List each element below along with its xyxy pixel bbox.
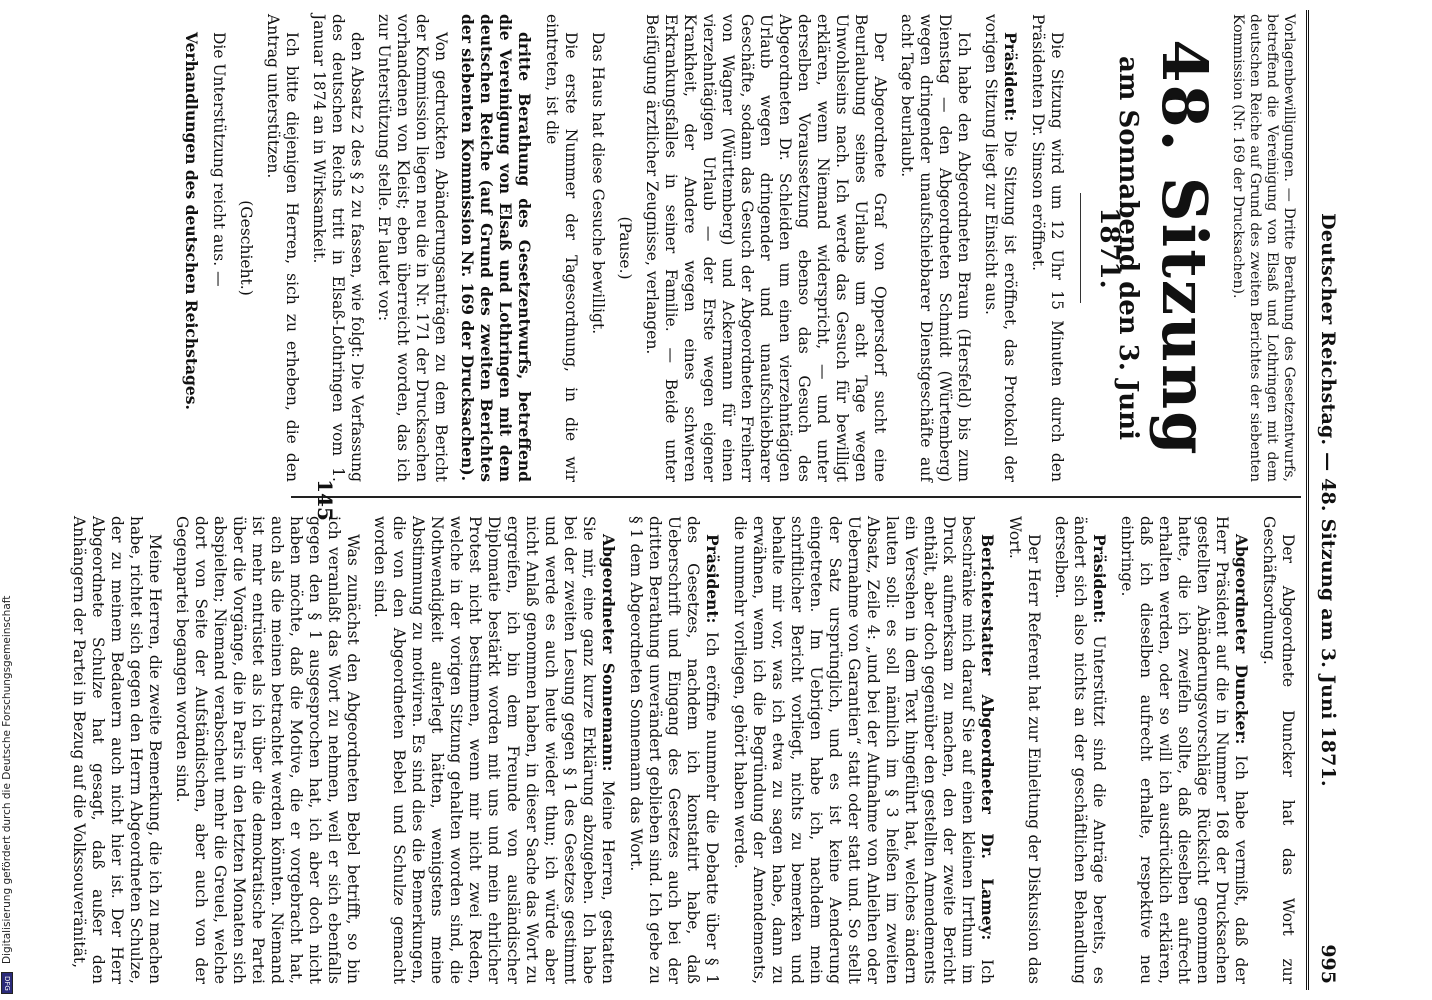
paragraph-text: Die Sitzung ist eröffnet, das Protokoll der vorigen Sitzung liegt zur Einsicht aus.	[982, 14, 1019, 482]
page-number: 995	[1317, 944, 1339, 984]
speaker-label: Präsident:	[1001, 32, 1020, 122]
digitization-credit: Digitalisierung gefördert durch die Deutsche Forschungsgemeinschaft	[1, 595, 13, 964]
president-paragraph-2	[626, 516, 722, 984]
speaker-label: Abgeordneter Sonnemann:	[599, 534, 618, 772]
sonnemann-paragraph	[370, 516, 618, 984]
sonnemann-paragraph-3: Meine Herren, die zweite Bemerkung, die ich zu machen habe, richtet sich gegen den Herrn Abgeordneten Schulze, der zu meinem Bedauern auch nicht hier ist. Der Herr Abgeordnete Schulze hat gesagt, daß außer den Anhängern der Partei in Bezug auf die Volkssouveränität,	[70, 516, 164, 984]
speaker-label: Berichterstatter Abgeordneter Dr. Lamey:	[978, 534, 997, 941]
running-head: Deutscher Reichstag. — 48. Sitzung am 3. Juni 1871.	[1317, 213, 1339, 787]
agenda-intro: Die erste Nummer der Tagesordnung, in die wir eintreten, ist die	[543, 14, 580, 482]
applause-note: (Geschieht.)	[237, 200, 255, 296]
paragraph-text: Unterstützt sind die Anträge bereits, es ändert sich also nichts an der geschäftlichen Behandlung derselben.	[1052, 516, 1108, 984]
agenda-item: dritte Berathung des Gesetzentwurfs, betreffend die Vereinigung von Elsaß und Lothringen mit dem deutschen Reiche (auf Grund des zweiten Berichtes der siebenten Kommission Nr. 169 der Drucksachen).	[458, 14, 534, 482]
session-title: 48. Sitzung	[1148, 39, 1221, 457]
paragraph-text: Ich habe vermißt, daß der Herr Präsident auf die in Nummer 168 der Drucksachen gestellten Abänderungsvorschläge Rücksicht genommen hatte, die ich zweifeln sollte, daß dieselben aufrecht erhalten werden, oder so will ich ausdrücklich erklären, daß ich dieselben aufrecht erhalte, respektive neu einbringe.	[1118, 516, 1250, 984]
sheet-number: 145	[313, 479, 337, 521]
president-paragraph-3: Der Abgeordnete Graf von Oppersdorf sucht eine Beurlaubung seines Urlaubs um acht Tage wegen Unwohlseins nach. Ich werde das Gesuch für bewilligt erklären, wenn Niemand widerspricht, — und unter derselben Voraussetzung ebenso das Gesuch des Abgeordneten Dr. Schleiden um einen vierzehntägigen Urlaub wegen dringender und unaufschiebbarer Geschäfte, sodann das Gesuch der Abgeordneten Freiherr von Wagner (Württemberg) und Ackermann für einen vierzehntägigen Urlaub — der Erste wegen eigener Krankheit, der Andere wegen eines schweren Erkrankungsfalles in seiner Familie. — Beide unter Beifügung ärztlicher Zeugnisse, verlangen.	[643, 14, 889, 482]
president-paragraph-1	[981, 14, 1020, 482]
pause-note: (Pause.)	[616, 216, 634, 280]
duncker-paragraph	[1117, 516, 1251, 984]
referent-paragraph: Der Herr Referent hat zur Einleitung der Diskussion das Wort.	[1006, 516, 1043, 984]
left-column	[174, 14, 1297, 482]
sonnemann-paragraph-2: Was zunächst den Abgeordneten Bebel betrifft, so bin ich veranlaßt das Wort zu nehmen, weil er sich ebenfalls gegen den § 1 ausgesprochen hat, ich aber doch nicht haben möchte, daß die Motive, die er vorgebracht hat, auch als die meinen betrachtet werden könnten. Niemand ist mehr entrüstet als ich über die demokratische Partei über die Vorgänge, die in Paris in den letzten Monaten sich abspielten; Niemand verabscheut mehr die Greuel, welche dort von Seite der Aufständischen, aber auch von der Gegenpartei begangen worden sind.	[173, 516, 362, 984]
support-result: Die Unterstützung reicht aus. —	[210, 32, 228, 287]
page-header	[1306, 10, 1345, 990]
speaker-label: Präsident:	[703, 534, 722, 624]
agenda-close: Der Abgeordnete Duncker hat das Wort zur Geschäftsordnung.	[1260, 516, 1297, 984]
column-divider	[291, 496, 1301, 498]
lamey-paragraph	[730, 516, 997, 984]
session-date: am Sonnabend den 3. Juni 1871.	[1094, 56, 1143, 440]
digitization-strip	[0, 0, 14, 1000]
speaker-label: Präsident:	[1090, 534, 1109, 624]
support-request: Ich bitte diejenigen Herren, sich zu erheben, die den Antrag unterstützen.	[264, 14, 301, 482]
house-approved: Das Haus hat diese Gesuche bewilligt.	[589, 32, 607, 335]
paragraph-text: Meine Herren, gestatten Sie mir, eine ganz kurze Erklärung abzugeben. Ich habe bei der zweiten Lesung gegen § 1 des Gesetzes gestimmt und werde es auch heute wieder thun; ich würde aber nicht Anlaß genommen haben, in dieser Sache das Wort zu ergreifen, ich bin dem Freunde von ausländischer Diplomatie bestärkt worden mit uns und mein ehrlicher Protest nicht bestimmen, wenn mir nicht zwei Reden, welche in der vorigen Sitzung gehalten worden sind, die Nothwendigkeit auferlegt hätten, wenigstens meine Abstimmung zu motiviren. Es sind dies die Bemerkungen, die von den Abgeordneten Bebel und Schulze gemacht worden sind.	[371, 516, 617, 984]
dfg-logo-icon: DFG	[1, 972, 13, 994]
section-rule	[1080, 193, 1081, 303]
president-paragraph-2: Ich habe den Abgeordneten Braun (Hersfeld) bis zum Dienstag — den Abgeordneten Schmidt (Würtemberg) wegen dringender unaufschiebbarer Dienstgeschäfte auf acht Tage beurlaubt.	[898, 14, 973, 482]
closing-fragment: Verhandlungen des deutschen Reichstages.	[182, 32, 201, 410]
opening-paragraph: Die Sitzung wird um 12 Uhr 15 Minuten durch den Präsidenten Dr. Simson eröffnet.	[1029, 14, 1066, 482]
right-column	[61, 516, 1297, 984]
intro-fragment: Vorlagenbewilligungen. — Dritte Berathung des Gesetzentwurfs, betreffend die Vereinigung von Elsaß und Lothringen mit dem deutschen Reiche auf Grund des zweiten Berichtes der siebenten Kommission (Nr. 169 der Drucksachen).	[1230, 14, 1297, 482]
amendment-text: den Absatz 2 des § 2 zu fassen, wie folgt: Die Verfassung des deutschen Reichs tritt in Elsaß-Lothringen vom 1. Januar 1874 an in Wirksamkeit.	[310, 14, 366, 482]
paragraph-text: Ich eröffne nunmehr die Debatte über § 1 des Gesetzes, nachdem ich konstatirt habe, daß Ueberschrift und Eingang des Gesetzes auch bei der dritten Berathung unverändert geblieben sind. Ich gebe zu § 1 dem Abgeordneten Sonnemann das Wort.	[627, 516, 721, 984]
president-paragraph	[1051, 516, 1109, 984]
rotated-newspaper-page	[45, 10, 1345, 990]
speaker-label: Abgeordneter Duncker:	[1232, 534, 1251, 745]
amendments-paragraph: Von gedruckten Abänderungsanträgen zu dem Bericht der Kommission liegen neu die in Nr. 171 der Drucksachen vorhandenen von Kleist; eben überreicht worden, das ich zur Unterstützung stelle. Er lautet vor:	[375, 14, 450, 482]
paragraph-text: Ich beschränke mich darauf Sie auf einen kleinen Irrthum im Druck aufmerksam zu machen, den der zweite Bericht enthält, aber doch gegenüber den gestellten Amendements ein Versehen in dem Text hingeführt hat, welches ändern lauten soll: es soll nämlich im § 3 heißen im zweiten Absatz, Zeile 4: „und bei der Aufnahme von Anleihen oder Uebernahme von Garantien“ statt oder statt und. So stellt der Satz ursprünglich, und es ist keine Aenderung eingetreten. Im Uebrigen habe ich, nachdem mein schriftlicher Bericht vorliegt, nichts zu bemerken und behalte mir vor, was ich etwa zu sagen habe, dann zu erwähnen, wenn ich die Begründung der Amendements, die nunmehr vorliegen, gehört haben werde.	[731, 516, 996, 984]
